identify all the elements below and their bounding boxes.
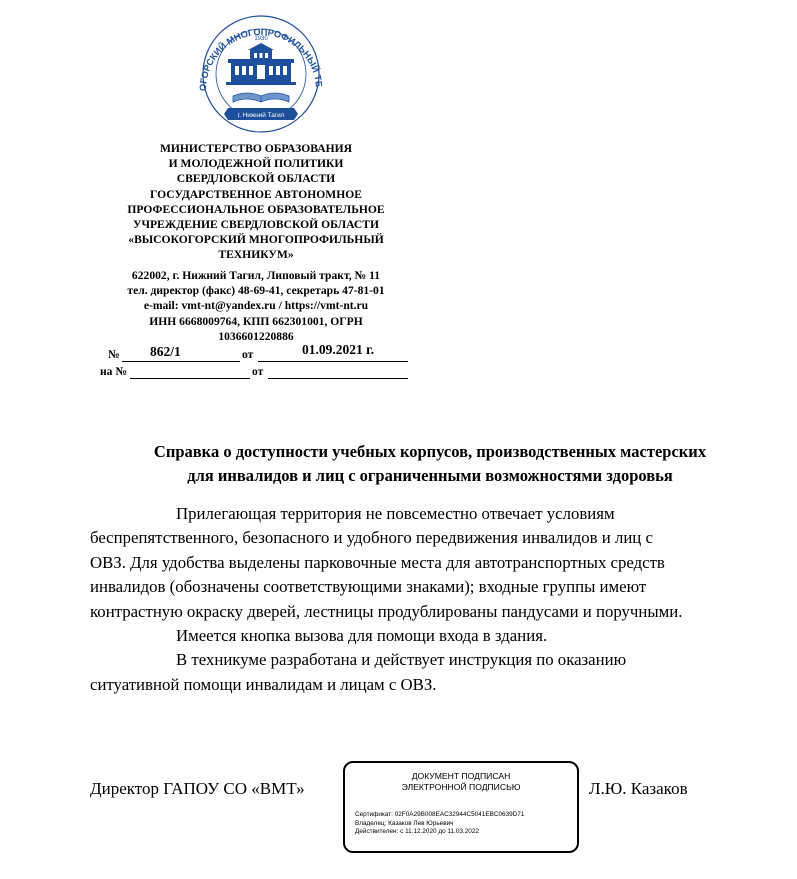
reply-from-label: от — [252, 365, 264, 378]
org-line: ТЕХНИКУМ» — [218, 248, 294, 262]
paragraph-line: ситуативной помощи инвалидам и лицам с ОВЗ. — [90, 674, 437, 694]
title-line: Справка о доступности учебных корпусов, производственных мастерских — [153, 442, 707, 461]
electronic-signature-stamp — [343, 761, 579, 853]
college-logo — [188, 10, 334, 134]
document-title — [60, 440, 797, 488]
registration-block — [100, 340, 410, 380]
paragraph-line: В техникуме разработана и действует инструкция по оказанию — [176, 650, 627, 670]
paragraph-line: контрастную окраску дверей, лестницы продублированы пандусами и поручными. — [90, 601, 683, 621]
paragraph-line: беспрепятственного, безопасного и удобного передвижения инвалидов и лиц с — [90, 528, 653, 548]
org-line: «ВЫСОКОГОРСКИЙ МНОГОПРОФИЛЬНЫЙ — [128, 233, 384, 247]
reply-number-label: на № — [100, 365, 128, 378]
stamp-title: ДОКУМЕНТ ПОДПИСАН — [411, 771, 511, 781]
phones: тел. директор (факс) 48-69-41, секретарь 47-81-01 — [127, 284, 385, 298]
email-website: e-mail: vmt-nt@yandex.ru / https://vmt-nt.ru — [143, 299, 369, 313]
document-body — [90, 502, 770, 697]
reply-date-underline — [268, 365, 408, 379]
title-line: для инвалидов и лиц с ограниченными возможностями здоровья — [187, 466, 673, 485]
document-number: 862/1 — [150, 344, 181, 359]
ogrn-number: 1036601220886 — [218, 329, 294, 343]
logo-year: 1930 — [254, 36, 268, 42]
org-line: УЧРЕЖДЕНИЕ СВЕРДЛОВСКОЙ ОБЛАСТИ — [132, 218, 380, 232]
college-emblem-icon — [188, 10, 334, 134]
number-underline — [122, 348, 240, 362]
org-line: СВЕРДЛОВСКОЙ ОБЛАСТИ — [176, 172, 336, 186]
stamp-validity: Действителен: с 11.12.2020 до 11.03.2022 — [355, 828, 479, 836]
paragraph-line: Имеется кнопка вызова для помощи входа в здания. — [176, 626, 548, 646]
tax-ids: ИНН 6668009764, КПП 662301001, ОГРН — [149, 314, 363, 328]
signatory-name: Л.Ю. Казаков — [589, 779, 688, 798]
number-label: № — [108, 348, 120, 361]
from-label: от — [242, 348, 254, 361]
document-date: 01.09.2021 г. — [302, 342, 375, 357]
stamp-certificate: Сертификат: 02F0A29B008EAC32944C5041EBC0639D71 — [355, 811, 525, 818]
signatory-position: Директор ГАПОУ СО «ВМТ» — [90, 779, 305, 798]
organization-contacts — [96, 268, 416, 344]
paragraph-line: Прилегающая территория не повсеместно отвечает условиям — [176, 504, 615, 523]
organization-header — [96, 141, 416, 263]
org-line: И МОЛОДЕЖНОЙ ПОЛИТИКИ — [168, 157, 344, 171]
address: 622002, г. Нижний Тагил, Липовый тракт, № 11 — [131, 269, 381, 282]
stamp-subtitle: ЭЛЕКТРОННОЙ ПОДПИСЬЮ — [401, 782, 521, 792]
org-line: МИНИСТЕРСТВО ОБРАЗОВАНИЯ — [159, 142, 353, 155]
org-line: ПРОФЕССИОНАЛЬНОЕ ОБРАЗОВАТЕЛЬНОЕ — [127, 202, 385, 216]
logo-ribbon-text: г. Нижний Тагил — [237, 112, 285, 119]
logo-arc-text: ОГОРСКИЙ МНОГОПРОФИЛЬНЫЙ ТЕ — [197, 26, 324, 92]
ribbon — [224, 108, 298, 120]
reply-number-underline — [130, 365, 250, 379]
org-line: ГОСУДАРСТВЕННОЕ АВТОНОМНОЕ — [150, 187, 362, 201]
paragraph-line: ОВЗ. Для удобства выделены парковочные места для автотранспортных средств — [90, 552, 665, 572]
paragraph-line: инвалидов (обозначены соответствующими знаками); входные группы имеют — [90, 577, 647, 597]
stamp-owner: Владелец: Казаков Лев Юрьевич — [355, 819, 454, 827]
